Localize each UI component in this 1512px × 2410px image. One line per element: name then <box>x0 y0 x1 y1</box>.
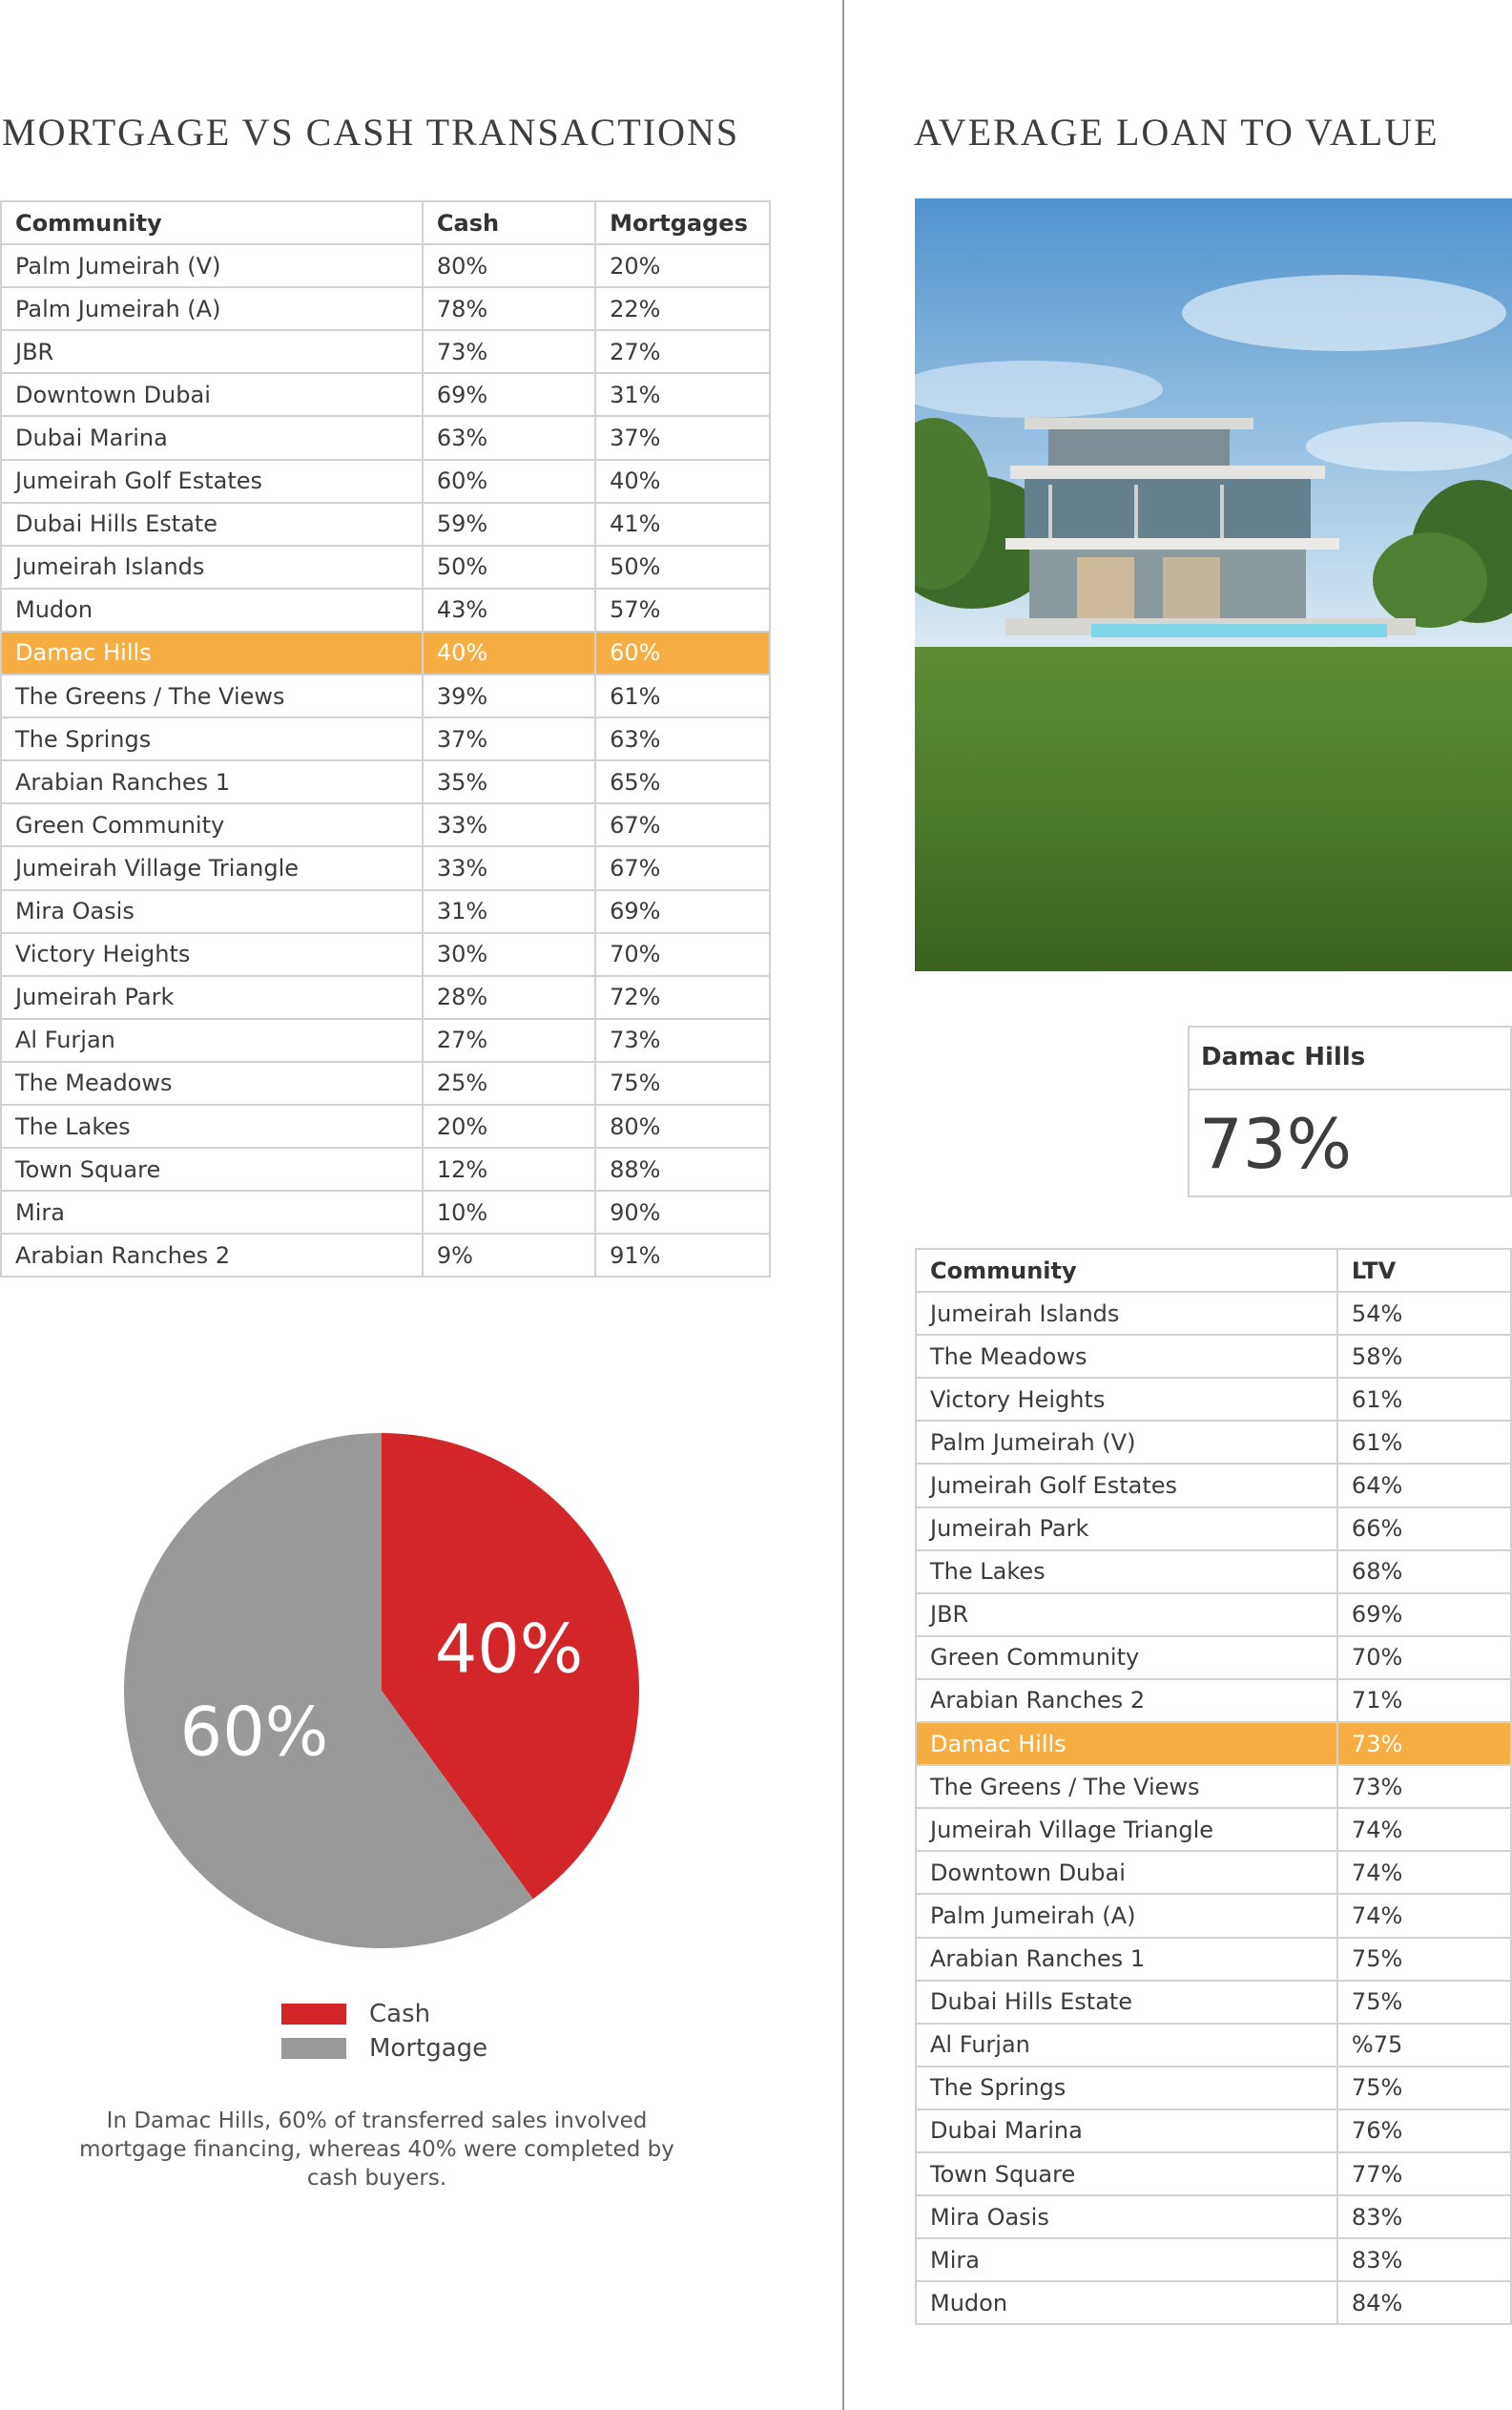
table-cell: 73% <box>1337 1765 1511 1808</box>
table-row <box>1 546 770 589</box>
table-cell: 31% <box>595 373 770 416</box>
table-cell: 77% <box>1337 2152 1511 2195</box>
table-cell: The Lakes <box>916 1550 1337 1593</box>
villa-photo <box>915 198 1512 971</box>
table-cell: 30% <box>423 933 595 976</box>
table-cell: Al Furjan <box>916 2024 1337 2067</box>
table-cell: 39% <box>423 675 595 717</box>
table-cell: Green Community <box>1 803 423 846</box>
table-cell: 71% <box>1337 1679 1511 1722</box>
table-cell: Downtown Dubai <box>1 373 423 416</box>
table-cell: The Meadows <box>916 1335 1337 1378</box>
table-cell: 27% <box>423 1019 595 1062</box>
table-cell: Damac Hills <box>916 1722 1337 1765</box>
table-cell: Jumeirah Park <box>1 976 423 1019</box>
table-cell: Jumeirah Golf Estates <box>916 1464 1337 1506</box>
table-row <box>916 2281 1511 2324</box>
table-cell: 75% <box>1337 1938 1511 1981</box>
table-row <box>916 1894 1511 1937</box>
ltv-table <box>915 1248 1512 2325</box>
table-cell: 88% <box>595 1148 770 1191</box>
header-community: Community <box>1 201 423 244</box>
table-row <box>916 1292 1511 1335</box>
table-row <box>1 1105 770 1148</box>
table-cell: 78% <box>423 287 595 330</box>
table-cell: Mira Oasis <box>916 2195 1337 2238</box>
table-cell: 57% <box>595 589 770 632</box>
table-row <box>1 890 770 933</box>
table-row <box>916 1722 1511 1765</box>
table-cell: JBR <box>1 330 423 373</box>
table-cell: 61% <box>595 675 770 717</box>
table-row <box>1 933 770 976</box>
table-cell: Damac Hills <box>1 632 423 675</box>
legend-label-mortgage: Mortgage <box>369 2034 488 2063</box>
table-row <box>916 1636 1511 1679</box>
table-cell: 12% <box>423 1148 595 1191</box>
table-cell: 63% <box>595 717 770 760</box>
table-row <box>1 287 770 330</box>
table-cell: Town Square <box>1 1148 423 1191</box>
table-row <box>916 2024 1511 2067</box>
table-cell: Green Community <box>916 1636 1337 1679</box>
table-cell: 66% <box>1337 1507 1511 1550</box>
table-cell: 60% <box>423 460 595 503</box>
table-row <box>1 244 770 287</box>
cash-mortgage-pie-chart <box>119 1428 644 1953</box>
table-cell: 67% <box>595 846 770 889</box>
table-cell: Downtown Dubai <box>916 1851 1337 1894</box>
table-cell: Dubai Hills Estate <box>1 503 423 546</box>
table-cell: 40% <box>595 460 770 503</box>
table-cell: 54% <box>1337 1292 1511 1335</box>
table-row <box>1 675 770 717</box>
table-cell: Jumeirah Islands <box>1 546 423 589</box>
table-cell: Arabian Ranches 1 <box>1 760 423 803</box>
table-row <box>1 1062 770 1105</box>
table-cell: 90% <box>595 1191 770 1234</box>
table-row <box>1 632 770 675</box>
ltv-box-value: 73% <box>1199 1104 1353 1184</box>
legend-swatch-cash <box>281 2004 346 2025</box>
table-row <box>1 373 770 416</box>
mortgage-cash-table <box>0 200 771 1278</box>
table-row <box>916 1507 1511 1550</box>
table-cell: 22% <box>595 287 770 330</box>
table-cell: 91% <box>595 1234 770 1277</box>
table-cell: 20% <box>595 244 770 287</box>
table-cell: 75% <box>595 1062 770 1105</box>
ltv-section-title: AVERAGE LOAN TO VALUE <box>914 111 1440 154</box>
table-cell: 33% <box>423 803 595 846</box>
table-cell: Jumeirah Islands <box>916 1292 1337 1335</box>
table-row <box>916 1765 1511 1808</box>
table-cell: 50% <box>595 546 770 589</box>
table-row <box>1 976 770 1019</box>
table-row <box>1 503 770 546</box>
table-cell: 10% <box>423 1191 595 1234</box>
table-cell: Mira Oasis <box>1 890 423 933</box>
table-cell: 75% <box>1337 1981 1511 2024</box>
table-cell: 59% <box>423 503 595 546</box>
ltv-box-label: Damac Hills <box>1190 1028 1510 1091</box>
table-cell: Arabian Ranches 1 <box>916 1938 1337 1981</box>
table-row <box>916 1421 1511 1464</box>
table-row <box>1 717 770 760</box>
table-cell: 28% <box>423 976 595 1019</box>
table-cell: Mira <box>916 2238 1337 2281</box>
table-row <box>916 1851 1511 1894</box>
table-row <box>916 1679 1511 1722</box>
table-row <box>916 2109 1511 2152</box>
table-row <box>916 1938 1511 1981</box>
table-cell: 69% <box>595 890 770 933</box>
table-cell: Palm Jumeirah (A) <box>916 1894 1337 1937</box>
table-cell: 74% <box>1337 1808 1511 1851</box>
table-cell: 27% <box>595 330 770 373</box>
table-cell: 68% <box>1337 1550 1511 1593</box>
table-row <box>1 760 770 803</box>
table-row <box>916 2195 1511 2238</box>
table-cell: Mudon <box>916 2281 1337 2324</box>
table-cell: 84% <box>1337 2281 1511 2324</box>
table-cell: 74% <box>1337 1894 1511 1937</box>
table-cell: 33% <box>423 846 595 889</box>
pie-caption: In Damac Hills, 60% of transferred sales involved mortgage financing, whereas 40% were completed by cash buyers. <box>79 2109 674 2191</box>
table-cell: JBR <box>916 1593 1337 1636</box>
table-cell: 80% <box>423 244 595 287</box>
table-cell: %75 <box>1337 2024 1511 2067</box>
header-cash: Cash <box>423 201 595 244</box>
pie-legend <box>281 1997 487 2066</box>
column-divider <box>842 0 844 2410</box>
header-community: Community <box>916 1249 1337 1292</box>
table-cell: Jumeirah Village Triangle <box>1 846 423 889</box>
table-cell: Town Square <box>916 2152 1337 2195</box>
table-cell: 37% <box>423 717 595 760</box>
table-cell: 80% <box>595 1105 770 1148</box>
table-cell: 76% <box>1337 2109 1511 2152</box>
table-cell: Mudon <box>1 589 423 632</box>
table-cell: 41% <box>595 503 770 546</box>
table-cell: 75% <box>1337 2067 1511 2109</box>
table-cell: 73% <box>1337 1722 1511 1765</box>
header-mortgages: Mortgages <box>595 201 770 244</box>
header-ltv: LTV <box>1337 1249 1511 1292</box>
table-cell: The Meadows <box>1 1062 423 1105</box>
table-row <box>1 589 770 632</box>
table-row <box>1 1148 770 1191</box>
table-cell: 43% <box>423 589 595 632</box>
table-cell: 83% <box>1337 2238 1511 2281</box>
table-cell: Dubai Hills Estate <box>916 1981 1337 2024</box>
table-row <box>916 2238 1511 2281</box>
table-cell: Arabian Ranches 2 <box>916 1679 1337 1722</box>
table-row <box>1 1019 770 1062</box>
table-cell: 25% <box>423 1062 595 1105</box>
legend-item-mortgage <box>281 2031 487 2066</box>
pie-label-cash: 40% <box>434 1610 584 1689</box>
table-row <box>916 1808 1511 1851</box>
table-cell: Palm Jumeirah (V) <box>916 1421 1337 1464</box>
table-cell: The Springs <box>1 717 423 760</box>
table-cell: Palm Jumeirah (V) <box>1 244 423 287</box>
table-cell: 63% <box>423 416 595 459</box>
legend-swatch-mortgage <box>281 2038 346 2059</box>
table-row <box>1 460 770 503</box>
table-cell: 65% <box>595 760 770 803</box>
table-cell: 58% <box>1337 1335 1511 1378</box>
table-row <box>916 1593 1511 1636</box>
mortgage-section-title: MORTGAGE VS CASH TRANSACTIONS <box>2 111 740 154</box>
table-cell: Dubai Marina <box>916 2109 1337 2152</box>
table-row <box>1 846 770 889</box>
damac-hills-ltv-box <box>1188 1026 1512 1197</box>
table-cell: 40% <box>423 632 595 675</box>
table-row <box>1 803 770 846</box>
table-cell: Palm Jumeirah (A) <box>1 287 423 330</box>
table-cell: 70% <box>595 933 770 976</box>
table-row <box>916 2067 1511 2109</box>
table-cell: 73% <box>595 1019 770 1062</box>
table-cell: 60% <box>595 632 770 675</box>
table-cell: 67% <box>595 803 770 846</box>
table-row <box>1 1191 770 1234</box>
table-row <box>916 2152 1511 2195</box>
legend-item-cash <box>281 1997 487 2031</box>
table-row <box>916 1378 1511 1421</box>
table-cell: 69% <box>423 373 595 416</box>
table-cell: The Greens / The Views <box>1 675 423 717</box>
table-cell: 37% <box>595 416 770 459</box>
table-row <box>916 1550 1511 1593</box>
table-cell: 73% <box>423 330 595 373</box>
table-cell: 20% <box>423 1105 595 1148</box>
table-cell: 61% <box>1337 1421 1511 1464</box>
table-cell: 61% <box>1337 1378 1511 1421</box>
table-cell: Arabian Ranches 2 <box>1 1234 423 1277</box>
table-cell: 70% <box>1337 1636 1511 1679</box>
table-cell: 74% <box>1337 1851 1511 1894</box>
table-cell: Jumeirah Village Triangle <box>916 1808 1337 1851</box>
table-cell: The Lakes <box>1 1105 423 1148</box>
table-cell: Victory Heights <box>1 933 423 976</box>
table-row <box>916 1464 1511 1506</box>
table-cell: 50% <box>423 546 595 589</box>
table-cell: 9% <box>423 1234 595 1277</box>
table-row <box>916 1981 1511 2024</box>
table-cell: 72% <box>595 976 770 1019</box>
table-cell: 83% <box>1337 2195 1511 2238</box>
table-cell: Victory Heights <box>916 1378 1337 1421</box>
table-cell: 31% <box>423 890 595 933</box>
table-cell: Mira <box>1 1191 423 1234</box>
table-cell: Dubai Marina <box>1 416 423 459</box>
table-row <box>1 1234 770 1277</box>
legend-label-cash: Cash <box>369 2000 431 2028</box>
pie-label-mortgage: 60% <box>179 1693 329 1772</box>
table-cell: The Springs <box>916 2067 1337 2109</box>
table-cell: Jumeirah Park <box>916 1507 1337 1550</box>
table-row <box>1 330 770 373</box>
table-row <box>1 416 770 459</box>
table-cell: 35% <box>423 760 595 803</box>
table-cell: Jumeirah Golf Estates <box>1 460 423 503</box>
table-cell: Al Furjan <box>1 1019 423 1062</box>
table-cell: 69% <box>1337 1593 1511 1636</box>
table-row <box>916 1335 1511 1378</box>
table-cell: The Greens / The Views <box>916 1765 1337 1808</box>
table-cell: 64% <box>1337 1464 1511 1506</box>
